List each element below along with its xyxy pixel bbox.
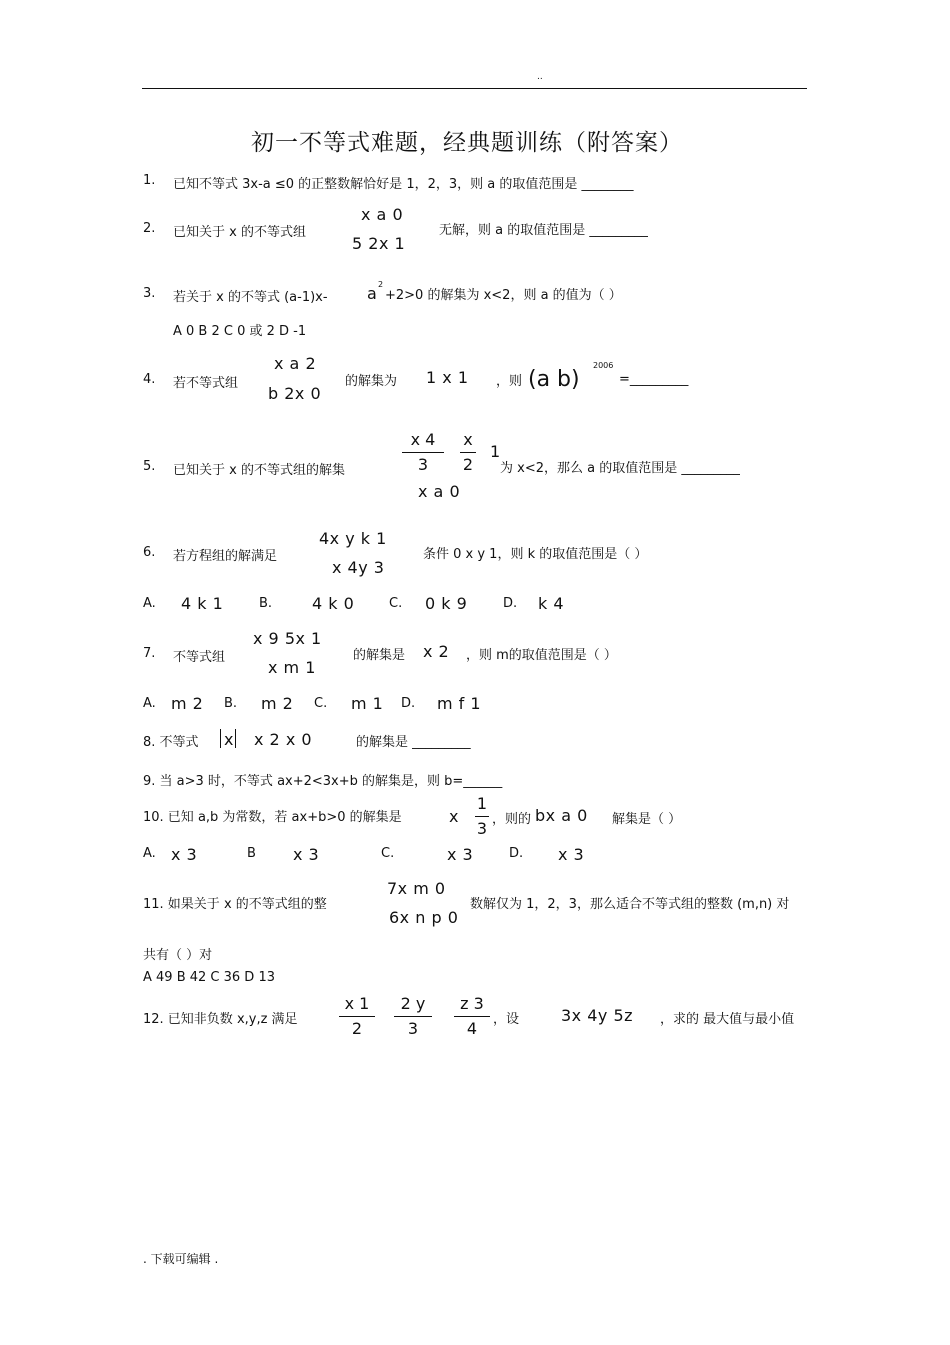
q12-fraction-2-bar [394,1016,432,1017]
q12-fraction-2-numerator: 2 y [400,994,426,1013]
q3-number: 3. [143,286,156,301]
page-title: 初一不等式难题，经典题训练（附答案） [251,130,683,156]
header-mark: .. [537,72,543,82]
q4-system-line1: x a 2 [274,354,317,373]
q6-text-after: 条件 0 x y 1，则 k 的取值范围是（ ） [423,547,648,562]
q7-option-a: m 2 [171,694,204,713]
q2-text-after: 无解，则 a 的取值范围是 _________ [439,223,648,238]
q10-fraction-denominator: 3 [476,819,488,838]
q5-system-line2: x a 0 [418,482,461,501]
q10-option-d: x 3 [558,845,585,864]
q7-text: 不等式组 [173,650,226,665]
q10-fraction-numerator: 1 [476,794,488,813]
q7-system-line1: x 9 5x 1 [253,629,322,648]
q6-system-line2: x 4y 3 [332,558,385,577]
q12-fraction-1-numerator: x 1 [344,994,370,1013]
q4-range: 1 x 1 [426,368,469,387]
q4-number: 4. [143,372,156,387]
q5-fraction-1-denominator: 3 [417,455,429,474]
q12-fraction-1 [339,994,375,1039]
q3-text: 若关于 x 的不等式 (a-1)x- [173,290,328,305]
q6-option-b: 4 k 0 [312,594,355,613]
q4-system-line2: b 2x 0 [268,384,322,403]
q7-text-after: ，则 m的取值范围是（ ） [466,648,617,663]
q2-number: 2. [143,221,156,236]
q8-expression: x 2 x 0 [254,730,313,749]
q10-fraction-bar [475,816,489,817]
q4-text: 若不等式组 [173,376,239,391]
q12-fraction-3 [454,994,490,1039]
q6-option-a-label: A. [143,596,156,611]
q5-text-after: 为 x<2，那么 a 的取值范围是 _________ [500,461,740,476]
q12-text: 12. 已知非负数 x,y,z 满足 [143,1012,298,1027]
q6-number: 6. [143,545,156,560]
q8-abs-right-bar [235,729,236,748]
q6-option-c: 0 k 9 [425,594,468,613]
q6-text: 若方程组的解满足 [173,549,278,564]
q2-system-line1: x a 0 [361,205,404,224]
q11-system-line1: 7x m 0 [387,879,446,898]
q4-then: ，则 [496,374,523,389]
q10-text-mid: ，则的 [492,812,532,827]
q10-option-d-label: D. [509,846,524,861]
q2-text: 已知关于 x 的不等式组 [173,225,306,240]
q6-system-line1: 4x y k 1 [319,529,387,548]
q3-text-after: +2>0 的解集为 x<2，则 a 的值为（ ） [385,288,622,303]
q11-line2: 共有（ ）对 [143,948,213,963]
q1-number: 1. [143,173,156,188]
q10-option-c: x 3 [447,845,474,864]
q5-text: 已知关于 x 的不等式组的解集 [173,463,345,478]
q7-x-value: x 2 [423,642,450,661]
q8-abs-x: x [224,730,234,749]
q10-option-c-label: C. [381,846,395,861]
q4-text-after: =_________ [619,372,689,387]
q12-fraction-2-denominator: 3 [407,1019,419,1038]
q12-fraction-1-bar [339,1016,375,1017]
q7-option-a-label: A. [143,696,156,711]
q12-fraction-1-denominator: 2 [351,1019,363,1038]
q10-x: x [449,807,459,826]
q7-option-d: m f 1 [437,694,482,713]
q5-one: 1 [490,442,501,461]
q10-text: 10. 已知 a,b 为常数，若 ax+b>0 的解集是 [143,810,402,825]
q5-fraction-2-bar [460,452,476,453]
q10-option-a: x 3 [171,845,198,864]
q5-number: 5. [143,459,156,474]
q6-option-c-label: C. [389,596,403,611]
q5-fraction-2-denominator: 2 [462,455,474,474]
q3-exponent: 2 [378,280,384,289]
q7-option-c-label: C. [314,696,328,711]
q5-fraction-2-numerator: x [463,430,473,449]
q12-text-after: ，求的 最大值与最小值 [660,1012,795,1027]
q3-a: a [367,284,378,303]
q10-fraction [475,794,489,839]
q11-options: A 49 B 42 C 36 D 13 [143,970,275,985]
q10-option-a-label: A. [143,846,156,861]
q12-fraction-3-numerator: z 3 [460,994,484,1013]
q7-option-b-label: B. [224,696,238,711]
q6-option-b-label: B. [259,596,273,611]
q6-option-d: k 4 [538,594,565,613]
q8-text-after: 的解集是 _________ [356,735,471,750]
q7-option-d-label: D. [401,696,416,711]
q4-ab: (a b) [528,367,580,392]
q7-option-c: m 1 [351,694,384,713]
q8-text: 8. 不等式 [143,735,199,750]
q12-expression: 3x 4y 5z [561,1006,634,1025]
q3-options: A 0 B 2 C 0 或 2 D -1 [173,324,307,339]
footer-text: . 下载可编辑 . [143,1252,219,1266]
q6-option-d-label: D. [503,596,518,611]
q2-system-line2: 5 2x 1 [352,234,406,253]
q8-abs-left-bar [220,729,221,748]
q5-fraction-1-numerator: x 4 [410,430,436,449]
q5-fraction-1 [402,430,444,475]
q7-number: 7. [143,646,156,661]
q7-system-line2: x m 1 [268,658,316,677]
q12-fraction-2 [394,994,432,1039]
q4-text-mid: 的解集为 [345,374,398,389]
q9-text: 9. 当 a>3 时，不等式 ax+2<3x+b 的解集是，则 b=______ [143,774,503,789]
q7-text-mid: 的解集是 [353,648,406,663]
q12-text-mid: ，设 [493,1012,520,1027]
q11-text: 11. 如果关于 x 的不等式组的整 [143,897,327,912]
q1-text: 已知不等式 3x-a ≤0 的正整数解恰好是 1，2，3，则 a 的取值范围是 ________ [173,177,634,192]
q12-fraction-3-bar [454,1016,490,1017]
q12-fraction-3-denominator: 4 [466,1019,478,1038]
q5-fraction-1-bar [402,452,444,453]
q10-text-after: 解集是（ ） [612,812,682,827]
q10-option-b: x 3 [293,845,320,864]
q10-option-b-label: B [247,846,256,861]
q11-system-line2: 6x n p 0 [389,908,459,927]
q4-exponent: 2006 [593,361,614,370]
q6-option-a: 4 k 1 [181,594,224,613]
q10-expression: bx a 0 [535,806,588,825]
q11-text-after: 数解仅为 1，2，3，那么适合不等式组的整数 (m,n) 对 [470,897,790,912]
header-rule [142,88,807,89]
q5-fraction-2 [460,430,476,475]
q7-option-b: m 2 [261,694,294,713]
